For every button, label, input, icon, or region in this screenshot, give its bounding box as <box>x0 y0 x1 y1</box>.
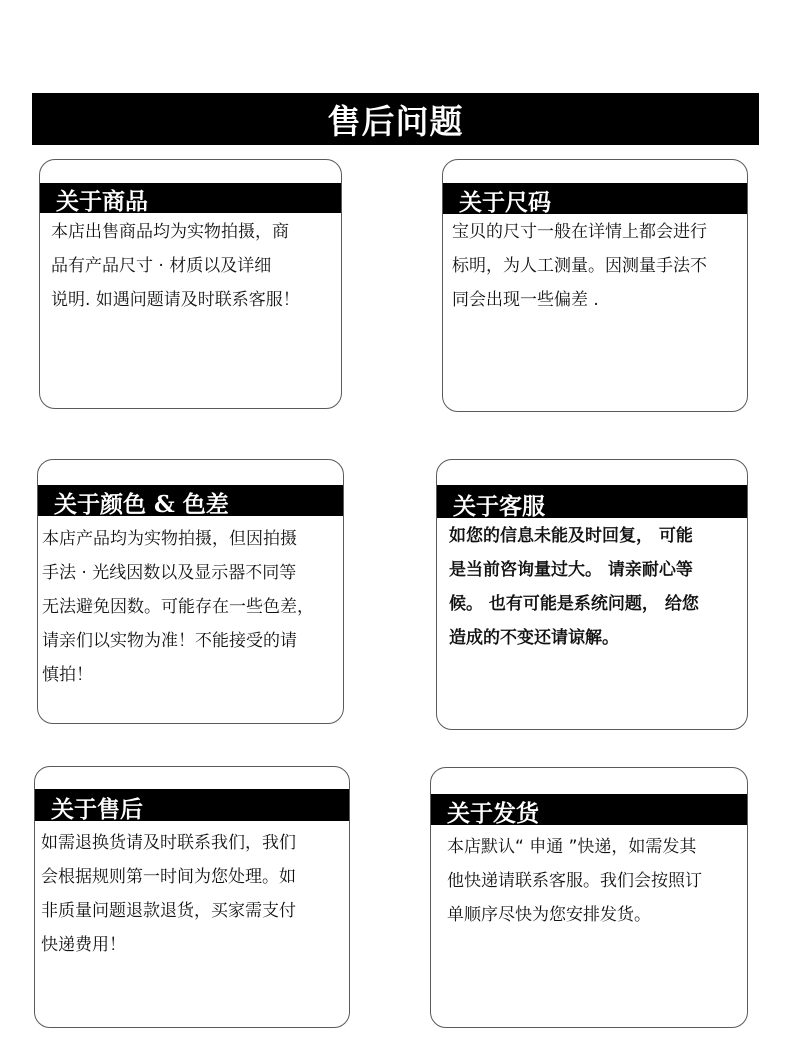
card-heading: 关于售后 <box>51 796 143 823</box>
card-body <box>431 830 747 932</box>
card-text-line: 候。 也有可能是系统问题， 给您 <box>449 594 699 614</box>
card-text-line: 标明，为人工测量。因测量手法不 <box>452 256 707 276</box>
card-text-line: 宝贝的尺寸一般在详情上都会进行 <box>452 222 707 242</box>
card-text-line: 本店产品均为实物拍摄，但因拍摄 <box>42 529 297 549</box>
card-text-line: 单顺序尽快为您安排发货。 <box>447 905 651 925</box>
card-text-line: 如需退换货请及时联系我们，我们 <box>41 833 296 853</box>
card-header <box>443 183 747 214</box>
card-after-sales <box>34 766 350 1028</box>
card-body <box>40 215 341 317</box>
card-heading: 关于颜色 & 色差 <box>54 491 229 518</box>
card-heading: 关于发货 <box>447 800 539 827</box>
card-text-line: 手法 · 光线因数以及显示器不同等 <box>42 563 297 583</box>
card-heading: 关于尺码 <box>459 189 551 216</box>
card-header <box>431 794 747 825</box>
card-text-line: 无法避免因数。可能存在一些色差， <box>42 597 314 617</box>
card-body <box>35 826 349 962</box>
card-color <box>37 459 344 724</box>
card-text-line: 说明. 如遇问题请及时联系客服！ <box>51 290 300 310</box>
card-shipping <box>430 767 748 1028</box>
card-text-line: 是当前咨询量过大。 请亲耐心等 <box>449 560 693 580</box>
card-text-line: 如您的信息未能及时回复， 可能 <box>449 526 693 546</box>
card-heading: 关于客服 <box>453 493 545 520</box>
card-text-line: 慎拍！ <box>42 665 93 685</box>
page-title: 售后问题 <box>327 101 464 141</box>
card-text-line: 同会出现一些偏差 . <box>452 290 599 310</box>
card-product <box>39 159 342 409</box>
card-text-line: 会根据规则第一时间为您处理。如 <box>41 867 296 887</box>
card-header <box>38 485 343 516</box>
card-text-line: 请亲们以实物为准！不能接受的请 <box>42 631 297 651</box>
card-text-line: 本店默认“ 申通 ”快递，如需发其 <box>447 837 697 857</box>
card-header <box>437 485 747 518</box>
card-text-line: 快递费用！ <box>41 935 126 955</box>
page-title-bar <box>32 93 759 145</box>
card-body <box>443 215 747 317</box>
card-header <box>40 183 341 213</box>
card-text-line: 本店出售商品均为实物拍摄，商 <box>51 222 289 242</box>
card-body <box>38 522 343 692</box>
card-heading: 关于商品 <box>56 188 148 215</box>
card-customer-service <box>436 459 748 730</box>
card-text-line: 他快递请联系客服。我们会按照订 <box>447 871 702 891</box>
card-body <box>437 519 747 655</box>
card-header <box>35 789 349 821</box>
card-text-line: 造成的不变还请谅解。 <box>449 628 619 648</box>
card-size <box>442 159 748 412</box>
card-text-line: 品有产品尺寸 · 材质以及详细 <box>51 256 272 276</box>
card-text-line: 非质量问题退款退货，买家需支付 <box>41 901 296 921</box>
